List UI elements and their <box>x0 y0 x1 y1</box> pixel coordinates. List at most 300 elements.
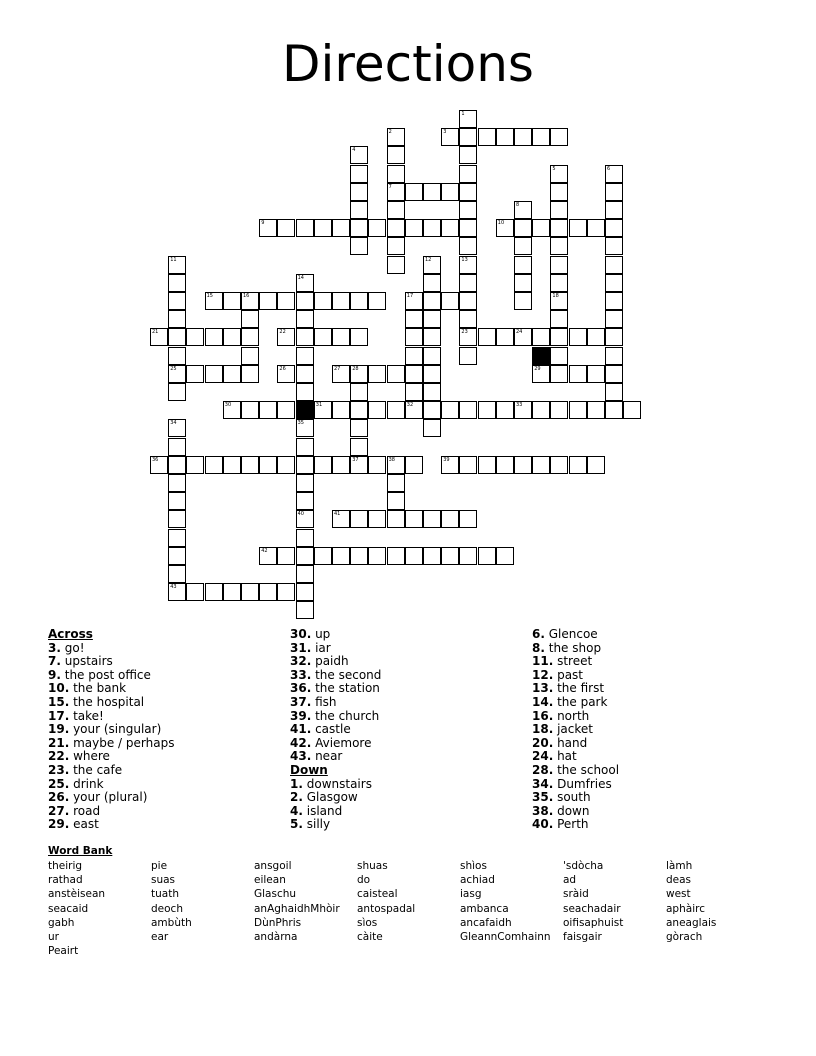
grid-cell[interactable] <box>314 219 332 237</box>
grid-cell[interactable] <box>150 456 168 474</box>
grid-cell[interactable] <box>205 456 223 474</box>
grid-cell[interactable] <box>314 456 332 474</box>
grid-cell[interactable] <box>459 401 477 419</box>
grid-cell[interactable] <box>296 365 314 383</box>
grid-cell[interactable] <box>368 365 386 383</box>
clue-text: paidh <box>311 654 349 669</box>
word-bank-word: làmh <box>666 860 693 872</box>
grid-cell[interactable] <box>478 547 496 565</box>
grid-cell[interactable] <box>569 456 587 474</box>
grid-cell[interactable] <box>423 365 441 383</box>
grid-cell[interactable] <box>550 292 568 310</box>
grid-cell[interactable] <box>623 401 641 419</box>
word-bank-word: suas <box>151 874 176 887</box>
grid-cell[interactable] <box>296 438 314 456</box>
grid-cell[interactable] <box>241 456 259 474</box>
grid-cell[interactable] <box>368 401 386 419</box>
grid-cell[interactable] <box>405 219 423 237</box>
grid-cell[interactable] <box>332 365 350 383</box>
grid-cell[interactable] <box>168 547 186 565</box>
grid-cell[interactable] <box>550 128 568 146</box>
grid-cell[interactable] <box>423 419 441 437</box>
grid-cell[interactable] <box>350 165 368 183</box>
grid-cell[interactable] <box>387 474 405 492</box>
grid-cell[interactable] <box>259 292 277 310</box>
clue-text: maybe / perhaps <box>69 735 175 750</box>
grid-cell[interactable] <box>569 401 587 419</box>
grid-cell[interactable] <box>423 401 441 419</box>
grid-cell[interactable] <box>423 510 441 528</box>
grid-cell[interactable] <box>550 183 568 201</box>
down-clue <box>532 723 619 737</box>
grid-cell[interactable] <box>423 183 441 201</box>
grid-cell[interactable] <box>405 328 423 346</box>
grid-cell[interactable] <box>168 292 186 310</box>
grid-cell[interactable] <box>459 237 477 255</box>
word-bank-word: aphàirc <box>666 902 705 915</box>
grid-cell[interactable] <box>423 219 441 237</box>
grid-cell[interactable] <box>296 529 314 547</box>
grid-cell[interactable] <box>332 456 350 474</box>
grid-cell[interactable] <box>514 219 532 237</box>
grid-cell[interactable] <box>350 201 368 219</box>
grid-cell[interactable] <box>168 256 186 274</box>
grid-cell[interactable] <box>241 328 259 346</box>
grid-cell[interactable] <box>186 328 204 346</box>
cell-number: 10 <box>497 220 505 227</box>
grid-cell[interactable] <box>296 292 314 310</box>
grid-cell[interactable] <box>459 201 477 219</box>
grid-cell[interactable] <box>259 219 277 237</box>
clue-text: take! <box>69 708 104 723</box>
grid-cell[interactable] <box>496 128 514 146</box>
grid-cell[interactable] <box>459 547 477 565</box>
grid-cell[interactable] <box>241 401 259 419</box>
grid-cell[interactable] <box>569 219 587 237</box>
grid-cell[interactable] <box>550 365 568 383</box>
grid-cell[interactable] <box>168 583 186 601</box>
grid-cell[interactable] <box>514 292 532 310</box>
grid-cell[interactable] <box>241 292 259 310</box>
grid-cell[interactable] <box>587 365 605 383</box>
word-bank-word: west <box>666 888 691 901</box>
grid-cell[interactable] <box>296 583 314 601</box>
grid-cell[interactable] <box>405 456 423 474</box>
grid-cell[interactable] <box>150 328 168 346</box>
grid-cell[interactable] <box>241 365 259 383</box>
clue-number: 31. <box>290 640 312 655</box>
grid-cell[interactable] <box>459 328 477 346</box>
grid-cell[interactable] <box>459 256 477 274</box>
down-clue <box>532 737 619 751</box>
grid-cell[interactable] <box>332 547 350 565</box>
grid-cell[interactable] <box>423 347 441 365</box>
grid-cell[interactable] <box>532 365 550 383</box>
grid-cell[interactable] <box>387 256 405 274</box>
grid-cell[interactable] <box>332 510 350 528</box>
grid-cell[interactable] <box>350 292 368 310</box>
grid-cell[interactable] <box>205 328 223 346</box>
grid-cell[interactable] <box>168 310 186 328</box>
grid-cell[interactable] <box>605 237 623 255</box>
grid-cell[interactable] <box>569 365 587 383</box>
grid-cell[interactable] <box>277 456 295 474</box>
grid-cell[interactable] <box>459 165 477 183</box>
grid-cell[interactable] <box>168 383 186 401</box>
grid-cell[interactable] <box>423 292 441 310</box>
word-bank-word: oifisaphuist <box>563 916 624 929</box>
word-bank-column <box>666 859 716 944</box>
grid-cell[interactable] <box>387 401 405 419</box>
grid-cell[interactable] <box>587 456 605 474</box>
grid-cell[interactable] <box>350 237 368 255</box>
grid-cell[interactable] <box>587 219 605 237</box>
across-clue <box>48 791 174 805</box>
across-clue <box>48 737 174 751</box>
grid-cell[interactable] <box>296 310 314 328</box>
grid-cell[interactable] <box>478 456 496 474</box>
grid-cell[interactable] <box>223 456 241 474</box>
grid-cell[interactable] <box>550 274 568 292</box>
grid-cell[interactable] <box>550 201 568 219</box>
grid-cell[interactable] <box>423 328 441 346</box>
grid-cell[interactable] <box>478 128 496 146</box>
clue-number: 23. <box>48 762 70 777</box>
grid-cell[interactable] <box>241 583 259 601</box>
grid-cell[interactable] <box>550 165 568 183</box>
grid-cell[interactable] <box>168 328 186 346</box>
grid-cell[interactable] <box>259 547 277 565</box>
grid-cell[interactable] <box>532 219 550 237</box>
grid-cell[interactable] <box>387 492 405 510</box>
down-clue <box>532 628 619 642</box>
grid-cell[interactable] <box>387 456 405 474</box>
grid-cell[interactable] <box>350 365 368 383</box>
grid-cell[interactable] <box>550 347 568 365</box>
grid-cell[interactable] <box>168 456 186 474</box>
grid-cell[interactable] <box>605 219 623 237</box>
grid-cell[interactable] <box>168 347 186 365</box>
grid-cell[interactable] <box>423 383 441 401</box>
word-bank-word: ur <box>48 931 59 944</box>
grid-cell[interactable] <box>605 310 623 328</box>
grid-cell[interactable] <box>296 456 314 474</box>
grid-cell[interactable] <box>296 328 314 346</box>
grid-cell[interactable] <box>168 419 186 437</box>
grid-cell[interactable] <box>350 219 368 237</box>
clue-number: 5. <box>290 817 303 832</box>
grid-cell[interactable] <box>387 146 405 164</box>
grid-cell[interactable] <box>277 292 295 310</box>
grid-cell[interactable] <box>168 492 186 510</box>
grid-cell[interactable] <box>168 438 186 456</box>
grid-cell[interactable] <box>496 401 514 419</box>
down-clue <box>532 682 619 696</box>
grid-cell[interactable] <box>550 456 568 474</box>
grid-cell[interactable] <box>314 292 332 310</box>
clue-number: 13. <box>532 681 554 696</box>
grid-cell[interactable] <box>478 401 496 419</box>
grid-cell[interactable] <box>514 328 532 346</box>
grid-cell[interactable] <box>277 401 295 419</box>
grid-cell[interactable] <box>368 547 386 565</box>
grid-cell[interactable] <box>314 328 332 346</box>
grid-cell[interactable] <box>605 292 623 310</box>
clue-text: jacket <box>553 722 593 737</box>
grid-cell[interactable] <box>259 456 277 474</box>
grid-cell[interactable] <box>532 401 550 419</box>
grid-cell[interactable] <box>186 365 204 383</box>
grid-cell[interactable] <box>368 219 386 237</box>
clue-text: the school <box>553 762 620 777</box>
grid-cell[interactable] <box>350 183 368 201</box>
grid-cell[interactable] <box>368 456 386 474</box>
grid-cell[interactable] <box>350 438 368 456</box>
grid-cell[interactable] <box>550 256 568 274</box>
clue-text: the bank <box>69 681 127 696</box>
grid-cell[interactable] <box>605 201 623 219</box>
grid-cell[interactable] <box>205 365 223 383</box>
grid-cell[interactable] <box>277 219 295 237</box>
clue-text: the cafe <box>69 762 123 777</box>
cell-number: 14 <box>297 274 304 281</box>
grid-cell[interactable] <box>186 583 204 601</box>
grid-cell[interactable] <box>350 419 368 437</box>
grid-cell[interactable] <box>514 256 532 274</box>
down-clues-col-3 <box>532 628 619 832</box>
grid-cell[interactable] <box>441 510 459 528</box>
grid-cell[interactable] <box>459 128 477 146</box>
clue-text: street <box>553 654 593 669</box>
grid-cell[interactable] <box>605 256 623 274</box>
clue-text: upstairs <box>60 654 113 669</box>
clue-number: 36. <box>290 681 312 696</box>
grid-cell[interactable] <box>368 292 386 310</box>
grid-cell[interactable] <box>168 474 186 492</box>
grid-cell[interactable] <box>423 310 441 328</box>
across-clue <box>48 778 174 792</box>
grid-cell[interactable] <box>514 274 532 292</box>
grid-cell[interactable] <box>277 365 295 383</box>
grid-cell[interactable] <box>405 383 423 401</box>
grid-cell[interactable] <box>459 110 477 128</box>
grid-cell[interactable] <box>514 237 532 255</box>
clue-number: 3. <box>48 640 61 655</box>
grid-cell[interactable] <box>514 456 532 474</box>
grid-cell[interactable] <box>296 474 314 492</box>
word-bank-word: faisgair <box>563 931 602 944</box>
across-clue <box>290 655 381 669</box>
clue-text: Glasgow <box>302 790 358 805</box>
grid-cell[interactable] <box>605 401 623 419</box>
grid-cell[interactable] <box>205 292 223 310</box>
grid-cell[interactable] <box>314 547 332 565</box>
grid-cell[interactable] <box>387 165 405 183</box>
grid-cell[interactable] <box>441 547 459 565</box>
grid-cell[interactable] <box>168 529 186 547</box>
grid-cell[interactable] <box>605 328 623 346</box>
grid-cell[interactable] <box>387 219 405 237</box>
clue-number: 32. <box>290 654 312 669</box>
grid-cell[interactable] <box>259 583 277 601</box>
grid-cell[interactable] <box>405 347 423 365</box>
grid-cell[interactable] <box>277 547 295 565</box>
grid-cell[interactable] <box>550 310 568 328</box>
grid-cell[interactable] <box>296 492 314 510</box>
grid-cell[interactable] <box>459 292 477 310</box>
grid-cell[interactable] <box>168 510 186 528</box>
grid-cell[interactable] <box>459 347 477 365</box>
grid-cell[interactable] <box>223 583 241 601</box>
grid-cell[interactable] <box>296 274 314 292</box>
grid-cell[interactable] <box>387 365 405 383</box>
grid-cell[interactable] <box>296 219 314 237</box>
grid-cell[interactable] <box>587 328 605 346</box>
grid-cell[interactable] <box>405 292 423 310</box>
grid-cell[interactable] <box>405 510 423 528</box>
grid-cell[interactable] <box>387 128 405 146</box>
grid-cell[interactable] <box>459 456 477 474</box>
cell-number: 30 <box>224 402 232 409</box>
grid-cell[interactable] <box>350 401 368 419</box>
grid-cell[interactable] <box>605 274 623 292</box>
clue-text: your (singular) <box>69 722 162 737</box>
grid-cell[interactable] <box>459 274 477 292</box>
across-clue <box>48 642 174 656</box>
clue-text: silly <box>302 817 331 832</box>
grid-cell[interactable] <box>605 365 623 383</box>
grid-cell[interactable] <box>223 365 241 383</box>
grid-cell[interactable] <box>423 547 441 565</box>
grid-cell[interactable] <box>605 383 623 401</box>
grid-cell[interactable] <box>350 547 368 565</box>
clue-text: the station <box>311 681 380 696</box>
grid-cell[interactable] <box>332 328 350 346</box>
grid-cell[interactable] <box>332 219 350 237</box>
grid-cell[interactable] <box>405 183 423 201</box>
grid-cell[interactable] <box>296 601 314 619</box>
grid-cell[interactable] <box>332 401 350 419</box>
grid-cell[interactable] <box>514 128 532 146</box>
grid-cell[interactable] <box>550 328 568 346</box>
grid-cell[interactable] <box>532 328 550 346</box>
grid-cell[interactable] <box>441 292 459 310</box>
grid-cell[interactable] <box>405 310 423 328</box>
grid-cell[interactable] <box>387 201 405 219</box>
grid-cell[interactable] <box>296 547 314 565</box>
grid-cell[interactable] <box>168 565 186 583</box>
grid-cell[interactable] <box>241 347 259 365</box>
grid-cell[interactable] <box>405 547 423 565</box>
clue-number: 42. <box>290 735 312 750</box>
grid-cell[interactable] <box>296 419 314 437</box>
grid-cell[interactable] <box>368 510 386 528</box>
grid-cell[interactable] <box>168 274 186 292</box>
grid-cell[interactable] <box>496 219 514 237</box>
cell-number: 13 <box>461 256 468 263</box>
cell-number: 6 <box>607 165 611 172</box>
grid-cell[interactable] <box>496 456 514 474</box>
grid-cell[interactable] <box>277 328 295 346</box>
grid-cell[interactable] <box>205 583 223 601</box>
grid-cell[interactable] <box>423 256 441 274</box>
grid-cell[interactable] <box>605 165 623 183</box>
clue-text: the second <box>311 667 382 682</box>
grid-cell[interactable] <box>314 401 332 419</box>
grid-cell[interactable] <box>296 510 314 528</box>
grid-cell[interactable] <box>277 583 295 601</box>
grid-cell[interactable] <box>405 365 423 383</box>
grid-cell[interactable] <box>569 328 587 346</box>
grid-cell[interactable] <box>350 146 368 164</box>
grid-cell[interactable] <box>350 383 368 401</box>
grid-cell[interactable] <box>332 292 350 310</box>
grid-cell[interactable] <box>605 347 623 365</box>
grid-cell[interactable] <box>387 547 405 565</box>
grid-cell[interactable] <box>441 401 459 419</box>
grid-cell[interactable] <box>459 310 477 328</box>
across-clue <box>48 710 174 724</box>
grid-cell[interactable] <box>496 328 514 346</box>
grid-cell[interactable] <box>587 401 605 419</box>
word-bank-word: deas <box>666 874 692 887</box>
grid-cell[interactable] <box>459 146 477 164</box>
word-bank-word: GleannComhainn <box>460 931 551 944</box>
grid-cell[interactable] <box>514 201 532 219</box>
grid-cell[interactable] <box>605 183 623 201</box>
grid-cell[interactable] <box>441 183 459 201</box>
grid-cell[interactable] <box>550 401 568 419</box>
grid-cell[interactable] <box>296 383 314 401</box>
grid-cell[interactable] <box>496 547 514 565</box>
grid-cell[interactable] <box>223 401 241 419</box>
grid-cell[interactable] <box>223 292 241 310</box>
grid-cell[interactable] <box>532 128 550 146</box>
grid-cell[interactable] <box>532 456 550 474</box>
grid-cell[interactable] <box>478 328 496 346</box>
grid-cell[interactable] <box>259 401 277 419</box>
grid-cell[interactable] <box>405 401 423 419</box>
grid-cell[interactable] <box>350 510 368 528</box>
cell-number: 4 <box>352 147 356 154</box>
grid-cell[interactable] <box>223 328 241 346</box>
cell-number: 2 <box>388 129 392 136</box>
grid-cell[interactable] <box>441 128 459 146</box>
grid-cell[interactable] <box>459 183 477 201</box>
grid-cell[interactable] <box>441 219 459 237</box>
grid-cell[interactable] <box>550 219 568 237</box>
grid-cell[interactable] <box>514 401 532 419</box>
grid-cell[interactable] <box>186 456 204 474</box>
grid-cell[interactable] <box>168 365 186 383</box>
grid-cell[interactable] <box>459 219 477 237</box>
word-bank-column <box>48 859 105 958</box>
grid-cell[interactable] <box>459 510 477 528</box>
grid-cell[interactable] <box>423 274 441 292</box>
grid-cell[interactable] <box>296 347 314 365</box>
grid-cell[interactable] <box>350 328 368 346</box>
grid-cell[interactable] <box>241 310 259 328</box>
clue-text: the park <box>553 694 608 709</box>
clue-number: 9. <box>48 667 61 682</box>
grid-cell[interactable] <box>387 237 405 255</box>
grid-cell[interactable] <box>350 456 368 474</box>
grid-cell[interactable] <box>387 510 405 528</box>
grid-cell[interactable] <box>550 237 568 255</box>
grid-cell[interactable] <box>296 565 314 583</box>
grid-cell[interactable] <box>387 183 405 201</box>
grid-cell[interactable] <box>441 456 459 474</box>
